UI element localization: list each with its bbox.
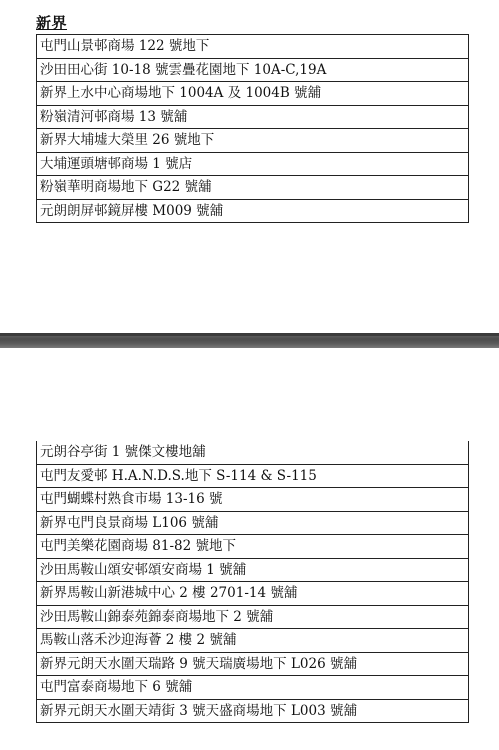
table-row xyxy=(37,511,469,535)
table-row xyxy=(37,199,469,223)
address-cell: 馬鞍山落禾沙迎海薈 2 樓 2 號舖 xyxy=(37,629,469,653)
table-row xyxy=(37,699,469,723)
table-row xyxy=(37,676,469,700)
table-row xyxy=(37,652,469,676)
address-cell: 新界元朗天水圍天靖街 3 號天盛商場地下 L003 號舖 xyxy=(37,699,469,723)
address-cell: 新界馬鞍山新港城中心 2 樓 2701-14 號舖 xyxy=(37,582,469,606)
table-row xyxy=(37,35,469,59)
table-row xyxy=(37,176,469,200)
address-cell: 沙田田心街 10-18 號雲疊花園地下 10A-C,19A xyxy=(37,58,469,82)
table-row xyxy=(37,129,469,153)
address-cell: 元朗朗屏邨鏡屏樓 M009 號舖 xyxy=(37,199,469,223)
address-cell: 屯門友愛邨 H.A.N.D.S.地下 S-114 & S-115 xyxy=(37,464,469,488)
address-cell: 新界大埔墟大榮里 26 號地下 xyxy=(37,129,469,153)
address-cell: 屯門富泰商場地下 6 號舖 xyxy=(37,676,469,700)
table-row xyxy=(37,152,469,176)
table-row xyxy=(37,582,469,606)
table-row xyxy=(37,82,469,106)
table-row xyxy=(37,535,469,559)
table-row xyxy=(37,441,469,464)
address-cell: 元朗谷亭街 1 號傑文樓地舖 xyxy=(37,441,469,464)
table-row xyxy=(37,629,469,653)
table-row xyxy=(37,105,469,129)
address-table-page-1 xyxy=(36,34,469,223)
address-cell: 新界上水中心商場地下 1004A 及 1004B 號舖 xyxy=(37,82,469,106)
page-separator xyxy=(0,333,499,348)
address-table-page-2 xyxy=(36,441,469,723)
address-cell: 粉嶺清河邨商場 13 號舖 xyxy=(37,105,469,129)
address-cell: 屯門山景邨商場 122 號地下 xyxy=(37,35,469,59)
table-row xyxy=(37,605,469,629)
address-cell: 新界屯門良景商場 L106 號舖 xyxy=(37,511,469,535)
address-cell: 沙田馬鞍山頌安邨頌安商場 1 號舖 xyxy=(37,558,469,582)
table-row xyxy=(37,558,469,582)
address-cell: 屯門蝴蝶村熟食市場 13-16 號 xyxy=(37,488,469,512)
address-cell: 大埔運頭塘邨商場 1 號店 xyxy=(37,152,469,176)
address-cell: 新界元朗天水圍天瑞路 9 號天瑞廣場地下 L026 號舖 xyxy=(37,652,469,676)
section-heading-new-territories: 新界 xyxy=(36,14,68,32)
address-cell: 屯門美樂花園商場 81-82 號地下 xyxy=(37,535,469,559)
table-row xyxy=(37,464,469,488)
table-row xyxy=(37,58,469,82)
address-cell: 沙田馬鞍山錦泰苑錦泰商場地下 2 號舖 xyxy=(37,605,469,629)
table-row xyxy=(37,488,469,512)
address-cell: 粉嶺華明商場地下 G22 號舖 xyxy=(37,176,469,200)
